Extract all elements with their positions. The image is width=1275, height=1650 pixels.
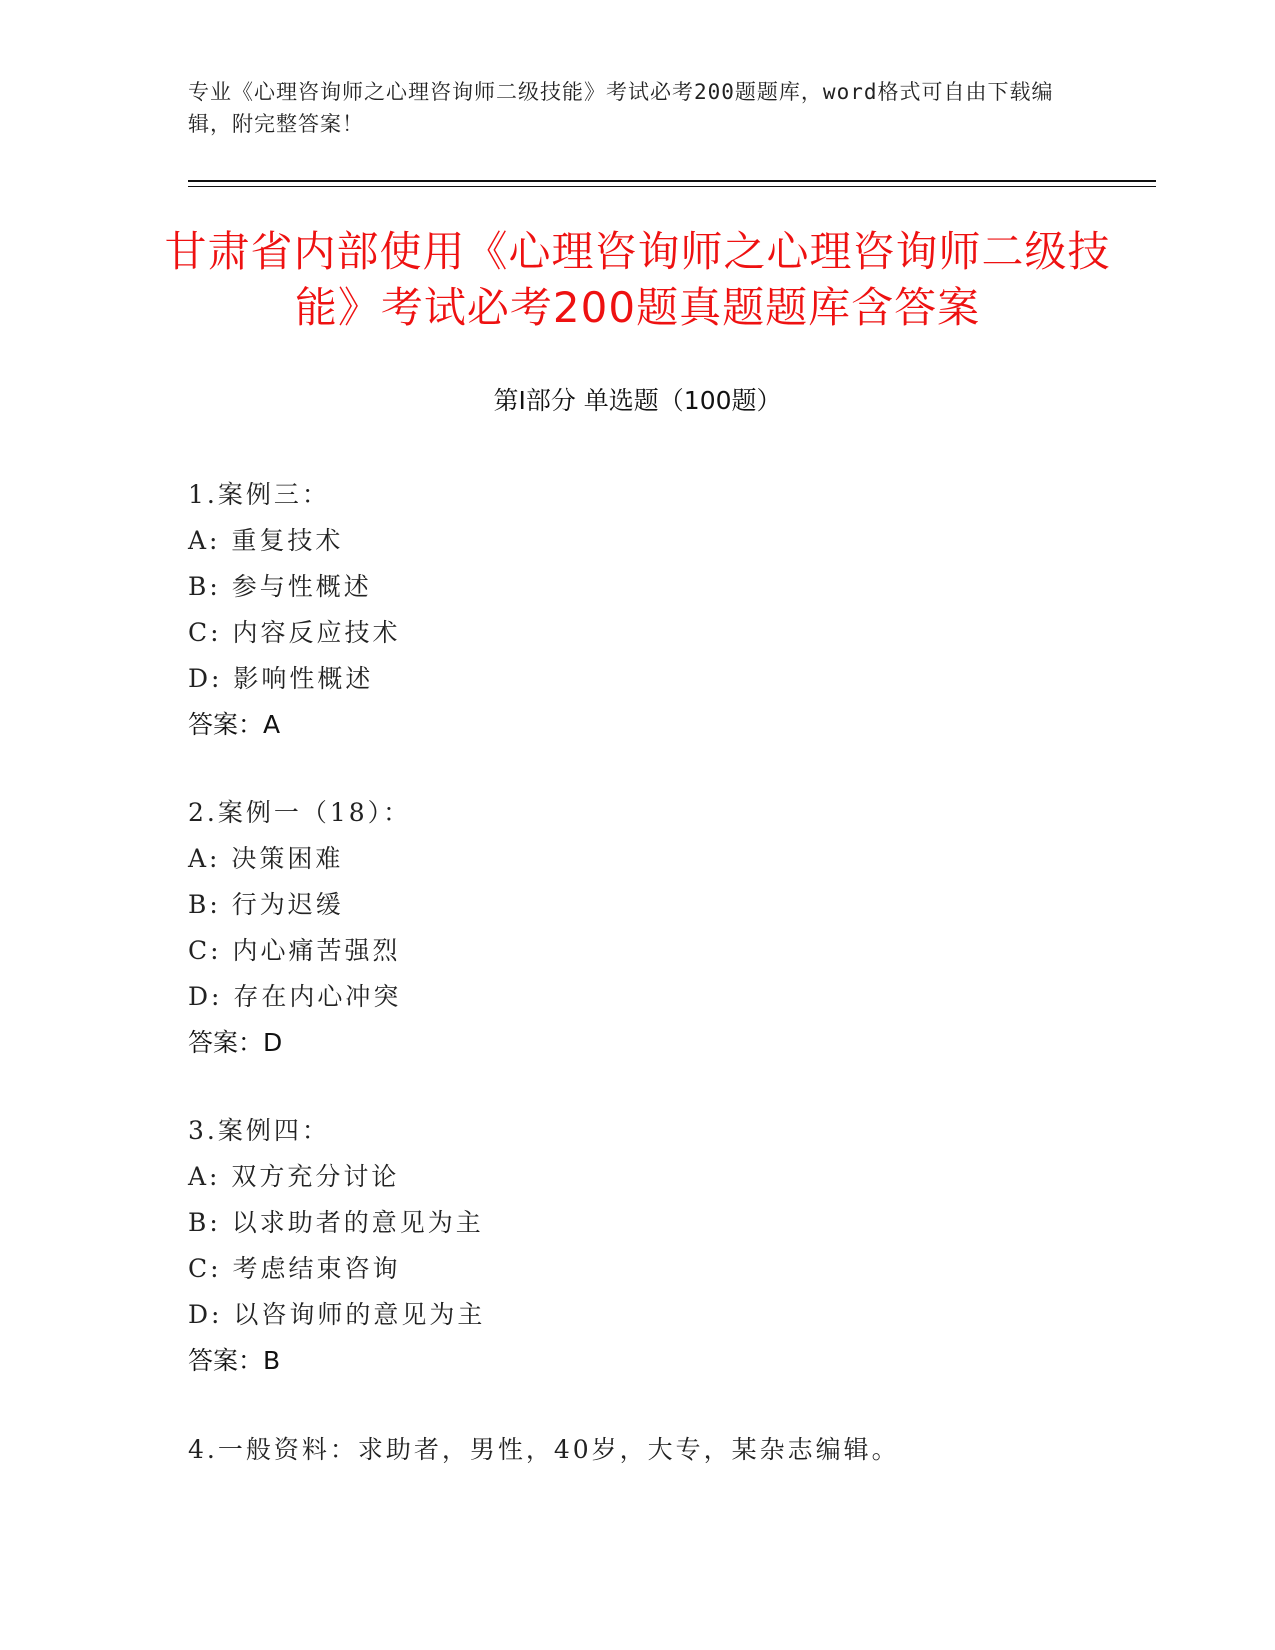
question-stem: 3.案例四： bbox=[188, 1116, 330, 1145]
option-b: B: 以求助者的意见为主 bbox=[188, 1208, 484, 1237]
question-stem: 4.一般资料：求助者，男性，40岁，大专，某杂志编辑。 bbox=[188, 1435, 900, 1464]
option-b: B: 行为迟缓 bbox=[188, 890, 344, 919]
question-block bbox=[188, 472, 1188, 748]
option-d: D: 影响性概述 bbox=[188, 664, 374, 693]
document-title: 甘肃省内部使用《心理咨询师之心理咨询师二级技能》考试必考200题真题题库含答案 bbox=[164, 227, 1111, 332]
option-a: A: 双方充分讨论 bbox=[188, 1162, 400, 1191]
question-block bbox=[188, 1108, 1188, 1384]
header-divider-thick bbox=[188, 180, 1156, 182]
answer-line: 答案：A bbox=[188, 710, 281, 739]
option-c: C: 考虑结束咨询 bbox=[188, 1254, 401, 1283]
section-heading: 第I部分 单选题（100题） bbox=[493, 386, 782, 415]
option-d: D: 以咨询师的意见为主 bbox=[188, 1300, 486, 1329]
header-divider-thin bbox=[188, 186, 1156, 187]
question-block bbox=[188, 790, 1188, 1066]
option-b: B: 参与性概述 bbox=[188, 572, 372, 601]
option-a: A: 重复技术 bbox=[188, 526, 344, 555]
answer-line: 答案：D bbox=[188, 1028, 283, 1057]
option-c: C: 内心痛苦强烈 bbox=[188, 936, 401, 965]
option-c: C: 内容反应技术 bbox=[188, 618, 401, 647]
question-stem: 1.案例三： bbox=[188, 480, 330, 509]
question-block bbox=[188, 1427, 1188, 1473]
header-note: 专业《心理咨询师之心理咨询师二级技能》考试必考200题题库，word格式可自由下载编辑，附完整答案！ bbox=[188, 80, 1054, 136]
option-a: A: 决策困难 bbox=[188, 844, 344, 873]
answer-line: 答案：B bbox=[188, 1346, 281, 1375]
option-d: D: 存在内心冲突 bbox=[188, 982, 402, 1011]
question-stem: 2.案例一（18）： bbox=[188, 798, 412, 827]
